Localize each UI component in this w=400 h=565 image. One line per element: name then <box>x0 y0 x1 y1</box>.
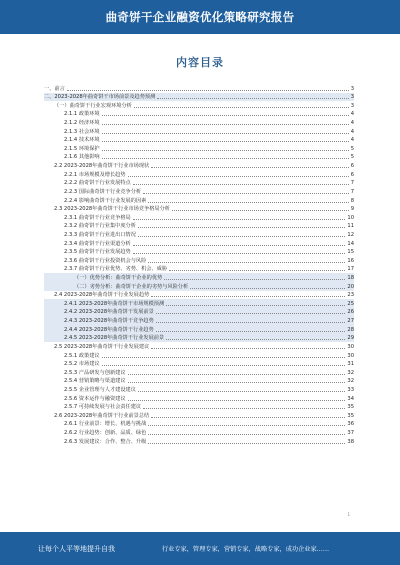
dot-leader <box>156 313 346 314</box>
toc-entry-title: 2.5.3 产品研发与创新建议 <box>64 369 126 376</box>
toc-entry-title: 2.2.4 影响曲奇饼干行业发展的因素 <box>64 197 147 204</box>
toc-entry[interactable] <box>44 170 354 179</box>
toc-entry-title: 2.3.4 曲奇饼干行业渠道分析 <box>64 240 131 247</box>
toc-entry[interactable] <box>44 110 354 119</box>
toc-entry-title: 2.6.1 行业前景：增长、机遇与挑战 <box>64 421 147 428</box>
toc-entry-title: 2.5.7 可持续发展与社会责任建议 <box>64 404 142 411</box>
toc-entry[interactable] <box>44 437 354 446</box>
toc-entry[interactable] <box>44 385 354 394</box>
toc-entry-page: 4 <box>350 111 354 118</box>
toc-entry[interactable] <box>44 213 354 222</box>
toc-entry-title: 2.1.1 政策环境 <box>64 111 100 118</box>
toc-entry-page: 29 <box>347 335 354 342</box>
dot-leader <box>164 279 345 280</box>
dot-leader <box>138 227 345 228</box>
toc-entry-title: 2.3.6 曲奇饼干行业投资机会与风险 <box>64 257 147 264</box>
toc-entry-page: 4 <box>350 128 354 135</box>
toc-entry-page: 6 <box>350 171 354 178</box>
toc-entry[interactable] <box>44 136 354 145</box>
toc-entry-title: 2.1.5 环境保护 <box>64 145 100 152</box>
toc-entry-page: 5 <box>350 154 354 161</box>
toc-entry[interactable] <box>44 161 354 170</box>
toc-entry-title: 2.3 2023-2028年曲奇饼干行业市场竞争格局分析 <box>54 206 170 213</box>
dot-leader <box>151 417 345 418</box>
toc-entry-title: 2.2.1 市场规模及增长趋势 <box>64 171 126 178</box>
toc-entry-page: 10 <box>347 214 354 221</box>
dot-leader <box>151 296 345 297</box>
toc-entry-page: 7 <box>350 180 354 187</box>
toc-entry[interactable] <box>44 334 354 343</box>
toc-entry-title: 2.5.1 政策建议 <box>64 352 100 359</box>
toc-entry[interactable] <box>44 325 354 334</box>
dot-leader <box>143 193 349 194</box>
toc-entry-title: 2.3.1 曲奇饼干行业竞争格局 <box>64 214 131 221</box>
dot-leader <box>138 391 345 392</box>
toc-entry-title: 2.3.3 曲奇饼干行业进出口情况 <box>64 231 136 238</box>
toc-entry[interactable] <box>44 308 354 317</box>
dot-leader <box>190 288 345 289</box>
footer-tagline: 行业专家，管理专家，营销专家，战略专家，成功企业家…… <box>162 546 330 553</box>
dot-leader <box>169 270 345 271</box>
toc-entry[interactable] <box>44 256 354 265</box>
toc-entry-page: 16 <box>347 257 354 264</box>
dot-leader <box>148 443 345 444</box>
dot-leader <box>143 408 345 409</box>
toc-entry-page: 38 <box>347 438 354 445</box>
toc-entry[interactable] <box>44 205 354 214</box>
dot-leader <box>148 262 345 263</box>
toc-entry-page: 37 <box>347 429 354 436</box>
toc-entry-title: 2.1.4 技术环境 <box>64 137 100 144</box>
dot-leader <box>156 331 346 332</box>
toc-entry-page: 6 <box>350 163 354 170</box>
toc-entry-title: 2.1.3 社会环境 <box>64 128 100 135</box>
dot-leader <box>148 434 345 435</box>
toc-entry-title: 2.5.4 营销策略与渠道建议 <box>64 378 126 385</box>
dot-leader <box>102 158 349 159</box>
toc-entry-title: 一、前言 <box>44 85 65 92</box>
toc-entry-page: 3 <box>350 94 354 101</box>
toc-title: 内容目录 <box>176 56 224 69</box>
toc-entry[interactable] <box>44 273 354 282</box>
dot-leader <box>138 236 345 237</box>
toc-entry[interactable] <box>44 428 354 437</box>
dot-leader <box>148 425 345 426</box>
toc-entry-title: 2.4.4 2023-2028年曲奇饼干行业趋势 <box>64 326 154 333</box>
toc-entry-page: 9 <box>350 206 354 213</box>
toc-entry-page: 36 <box>347 421 354 428</box>
toc-entry-page: 34 <box>347 395 354 402</box>
dot-leader <box>102 357 346 358</box>
toc-entry-page: 17 <box>347 266 354 273</box>
toc-entry-page: 3 <box>350 102 354 109</box>
toc-entry-page: 14 <box>347 240 354 247</box>
toc-entry-title: 2.2.2 曲奇饼干行业发展特点 <box>64 180 131 187</box>
toc-entry-page: 3 <box>350 85 354 92</box>
toc-entry-page: 28 <box>347 326 354 333</box>
toc-entry[interactable] <box>44 101 354 110</box>
header-bar <box>0 0 400 34</box>
toc-entry[interactable] <box>44 230 354 239</box>
toc-entry-title: 2.4.2 2023-2028年曲奇饼干发展前景 <box>64 309 154 316</box>
toc-entry[interactable] <box>44 403 354 412</box>
toc-entry-title: 2.5.6 资本运作与融资建议 <box>64 395 126 402</box>
toc-entry[interactable] <box>44 420 354 429</box>
dot-leader <box>134 107 349 108</box>
dot-leader <box>102 150 349 151</box>
toc-entry-title: 2.5 2023-2028年曲奇饼干行业发展建议 <box>54 343 150 350</box>
toc-entry-page: 8 <box>350 197 354 204</box>
toc-entry-title: 2.4 2023-2028年曲奇饼干行业发展趋势 <box>54 292 150 299</box>
toc-entry-page: 35 <box>347 404 354 411</box>
toc-entry[interactable] <box>44 239 354 248</box>
toc-entry-page: 18 <box>347 275 354 282</box>
toc-entry-page: 32 <box>347 378 354 385</box>
toc-entry[interactable] <box>44 93 354 102</box>
dot-leader <box>102 124 349 125</box>
toc-entry[interactable] <box>44 248 354 257</box>
dot-leader <box>156 322 346 323</box>
toc-entry[interactable] <box>44 187 354 196</box>
toc-entry-page: 35 <box>347 412 354 419</box>
toc-entry-title: 2.2.3 国际曲奇饼干行业竞争分析 <box>64 188 142 195</box>
toc-entry-title: （二）劣势分析：曲奇饼干企业的劣势与风险分析 <box>74 283 189 290</box>
toc-entry[interactable] <box>44 179 354 188</box>
dot-leader <box>128 382 346 383</box>
report-title: 曲奇饼干企业融资优化策略研究报告 <box>105 10 295 24</box>
toc-entry-page: 27 <box>347 318 354 325</box>
toc-entry-page: 12 <box>347 231 354 238</box>
toc-entry[interactable] <box>44 377 354 386</box>
toc-entry-title: 2.3.5 曲奇饼干行业发展趋势 <box>64 249 131 256</box>
toc-entry[interactable] <box>44 342 354 351</box>
toc-entry-title: （一）优势分析：曲奇饼干企业的优势 <box>74 275 163 282</box>
dot-leader <box>157 98 348 99</box>
toc-entry-title: 2.5.5 企业管理与人才建设建议 <box>64 386 136 393</box>
dot-leader <box>166 305 345 306</box>
toc-entry-page: 26 <box>347 309 354 316</box>
footer-bar <box>0 532 400 565</box>
dot-leader <box>128 374 346 375</box>
toc-entry[interactable] <box>44 222 354 231</box>
toc-entry[interactable] <box>44 368 354 377</box>
dot-leader <box>102 365 346 366</box>
toc-entry-title: （一）曲奇饼干行业宏观环境分析 <box>54 102 132 109</box>
dot-leader <box>166 339 345 340</box>
toc-entry-title: 2.4.1 2023-2028年曲奇饼干市场规模预测 <box>64 300 165 307</box>
toc-entry-title: 2.3.7 曲奇饼干行业优势、劣势、机会、威胁 <box>64 266 168 273</box>
toc-entry-page: 11 <box>347 223 354 230</box>
footer-slogan: 让每个人平等地提升自我 <box>38 544 115 553</box>
toc-entry[interactable] <box>44 84 354 93</box>
toc-entry[interactable] <box>44 394 354 403</box>
toc-entry[interactable] <box>44 316 354 325</box>
toc-entry-page: 33 <box>347 386 354 393</box>
toc-entry-title: 2.1.6 其他影响 <box>64 154 100 161</box>
toc-entry-page: 4 <box>350 120 354 127</box>
toc-entry[interactable] <box>44 360 354 369</box>
dot-leader <box>128 400 346 401</box>
dot-leader <box>67 90 349 91</box>
toc-entry-page: 32 <box>347 369 354 376</box>
toc-entry-page: 31 <box>347 361 354 368</box>
toc-entry-title: 二、2023-2028年曲奇饼干市场前景及趋势预测 <box>44 94 156 101</box>
toc-entry-title: 2.4.3 2023-2028年曲奇饼干竞争趋势 <box>64 318 154 325</box>
dot-leader <box>172 210 349 211</box>
dot-leader <box>148 202 348 203</box>
dot-leader <box>133 219 346 220</box>
toc-entry-title: 2.6 2023-2028年曲奇饼干行业前景总结 <box>54 412 150 419</box>
dot-leader <box>128 176 349 177</box>
dot-leader <box>102 141 349 142</box>
toc-entry[interactable] <box>44 282 354 291</box>
toc-entry-page: 7 <box>350 188 354 195</box>
toc-entry-title: 2.5.2 市场建议 <box>64 361 100 368</box>
toc-entry[interactable] <box>44 291 354 300</box>
toc-entry-page: 20 <box>347 283 354 290</box>
toc-entry-page: 30 <box>347 352 354 359</box>
page-number: 1 <box>347 512 350 517</box>
toc-entry-page: 30 <box>347 343 354 350</box>
toc-entry-page: 25 <box>347 300 354 307</box>
table-of-contents <box>44 84 354 446</box>
toc-entry[interactable] <box>44 265 354 274</box>
dot-leader <box>133 245 346 246</box>
toc-entry[interactable] <box>44 153 354 162</box>
toc-entry[interactable] <box>44 144 354 153</box>
toc-entry-page: 5 <box>350 145 354 152</box>
toc-entry-title: 2.1.2 经济环境 <box>64 120 100 127</box>
toc-entry[interactable] <box>44 196 354 205</box>
dot-leader <box>151 348 345 349</box>
dot-leader <box>133 184 349 185</box>
dot-leader <box>151 167 348 168</box>
toc-entry[interactable] <box>44 299 354 308</box>
toc-entry[interactable] <box>44 127 354 136</box>
toc-entry-page: 4 <box>350 137 354 144</box>
toc-entry-title: 2.3.2 曲奇饼干行业集中度分析 <box>64 223 136 230</box>
toc-entry-title: 2.6.2 行业趋势：创新、品质、绿色 <box>64 429 147 436</box>
toc-entry-page: 23 <box>347 292 354 299</box>
dot-leader <box>102 115 349 116</box>
dot-leader <box>133 253 346 254</box>
toc-entry[interactable] <box>44 411 354 420</box>
toc-entry-title: 2.2 2023-2028年曲奇饼干行业市场现状 <box>54 163 150 170</box>
toc-entry[interactable] <box>44 118 354 127</box>
toc-entry[interactable] <box>44 351 354 360</box>
toc-entry-title: 2.6.3 发展建议：合作、整合、升级 <box>64 438 147 445</box>
toc-entry-page: 15 <box>347 249 354 256</box>
dot-leader <box>102 133 349 134</box>
toc-entry-title: 2.4.5 2023-2028年曲奇饼干行业发展前景 <box>64 335 165 342</box>
